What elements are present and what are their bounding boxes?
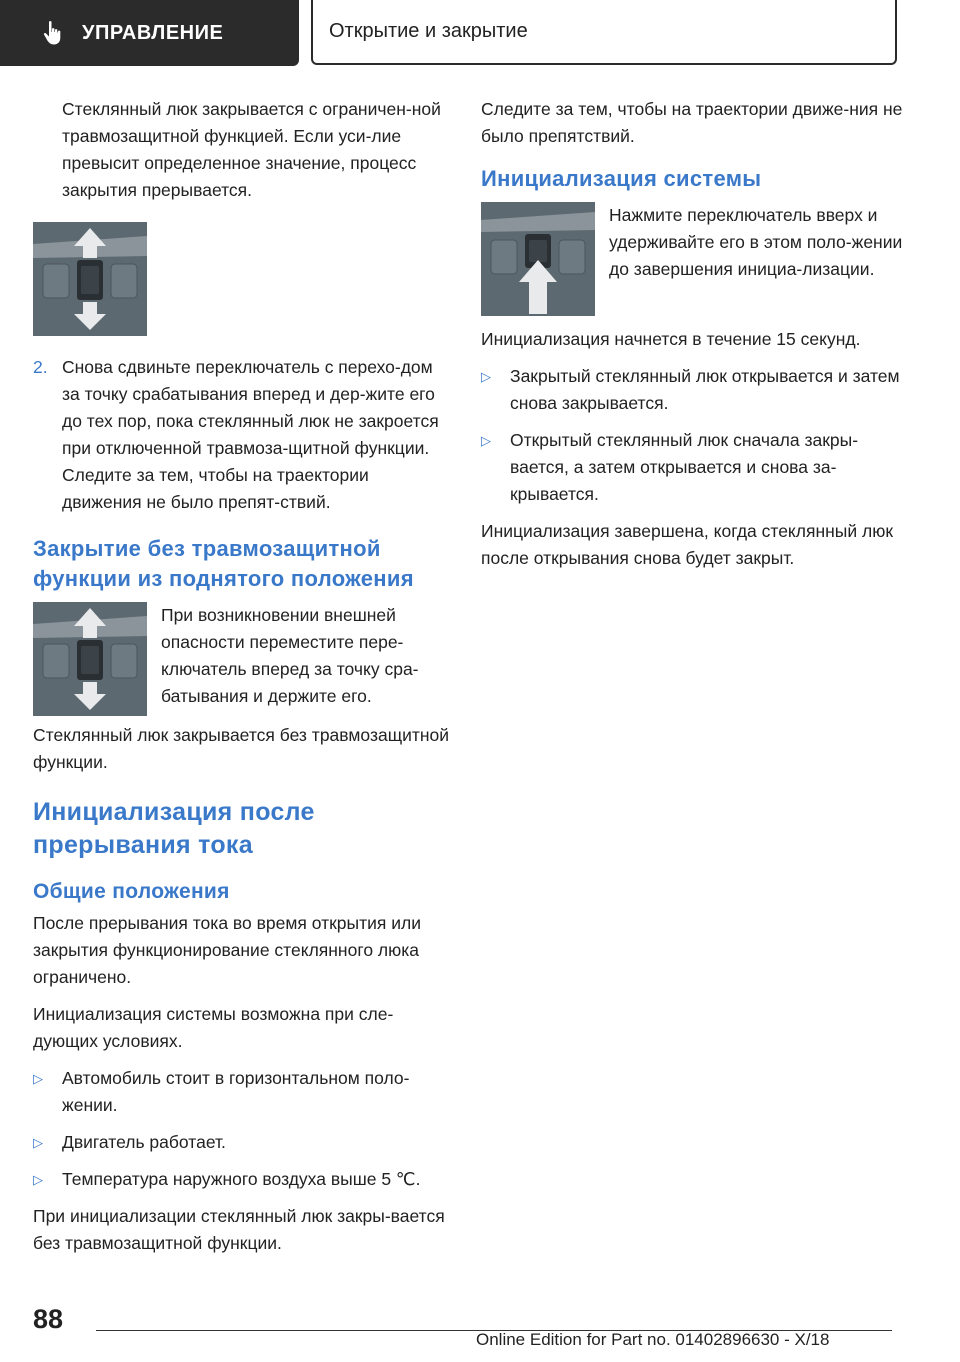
heading-general: Общие положения [33,880,230,903]
bullet-triangle-icon: ▷ [33,1172,43,1187]
section-tab [0,0,299,66]
switch-figure-forward [33,222,147,336]
close-figure-row [33,602,453,716]
heading-system-init: Инициализация системы [481,166,762,191]
close-result-text: Стеклянный люк закрывается без травмозащитной функции. [33,725,450,772]
page-header [0,0,960,66]
step-2 [33,354,453,516]
right-paragraph-2: Инициализация начнется в течение 15 секунд. [481,329,861,349]
step-number: 2. [33,357,48,377]
intro-paragraph: Стеклянный люк закрывается с ограничен-ной травмозащитной функцией. Если уси-лие превысит определенное значение, процесс закрытия прерывается. [62,99,441,200]
general-paragraph-2: Инициализация системы возможна при сле-дующих условиях. [33,1004,394,1051]
list-item: ▷ Двигатель работает. [33,1129,453,1156]
switch-figure-up [481,202,595,316]
bullet-triangle-icon: ▷ [33,1071,43,1086]
hand-pointer-icon [40,20,66,46]
list-item: ▷ Закрытый стеклянный люк открывается и затем снова закрывается. [481,363,913,417]
general-paragraph-3: При инициализации стеклянный люк закры-вается без травмозащитной функции. [33,1206,445,1253]
list-item: ▷ Температура наружного воздуха выше 5 ℃. [33,1166,453,1193]
edition-text: Online Edition for Part no. 01402896630 - X/18 [476,1330,830,1349]
switch-figure-close [33,602,147,716]
system-figure-text: Нажмите переключатель вверх и удерживайте его в этом поло-жении до завершения инициа-лизации. [609,205,903,279]
system-figure-row [481,202,913,316]
step-text: Снова сдвиньте переключатель с перехо-дом за точку срабатывания вперед и дер-жите его до тех пор, пока стеклянный люк не закроется при отключенной травмоза-щитной функции. Следите за тем, чтобы на траектории движения не было препят-ствий. [62,357,439,512]
bullet-triangle-icon: ▷ [481,369,491,384]
page-number: 88 [33,1304,64,1334]
page-footer [0,1290,960,1362]
bullet-triangle-icon: ▷ [33,1135,43,1150]
heading-init-after-power: Инициализация после прерывания тока [33,798,315,859]
section-title: УПРАВЛЕНИЕ [82,21,224,44]
list-item: ▷ Открытый стеклянный люк сначала закры-вается, а затем открывается и снова за-крывается. [481,427,913,508]
right-column [481,96,913,582]
close-figure-text: При возникновении внешней опасности переместите пере-ключатель вперед за точку сра-батывания и держите его. [161,605,419,706]
heading-close-no-protection: Закрытие без травмозащитной функции из поднятого положения [33,536,414,591]
right-paragraph-3: Инициализация завершена, когда стеклянный люк после открывания снова будет закрыт. [481,521,894,568]
chapter-title: Открытие и закрытие [329,20,528,42]
bullet-triangle-icon: ▷ [481,433,491,448]
chapter-tab [311,0,897,65]
right-paragraph-1: Следите за тем, чтобы на траектории движе-ния не было препятствий. [481,99,903,146]
general-paragraph-1: После прерывания тока во время открытия или закрытия функционирование стеклянного люка ограничено. [33,913,421,987]
list-item: ▷ Автомобиль стоит в горизонтальном поло-жении. [33,1065,453,1119]
left-column [33,96,453,1267]
